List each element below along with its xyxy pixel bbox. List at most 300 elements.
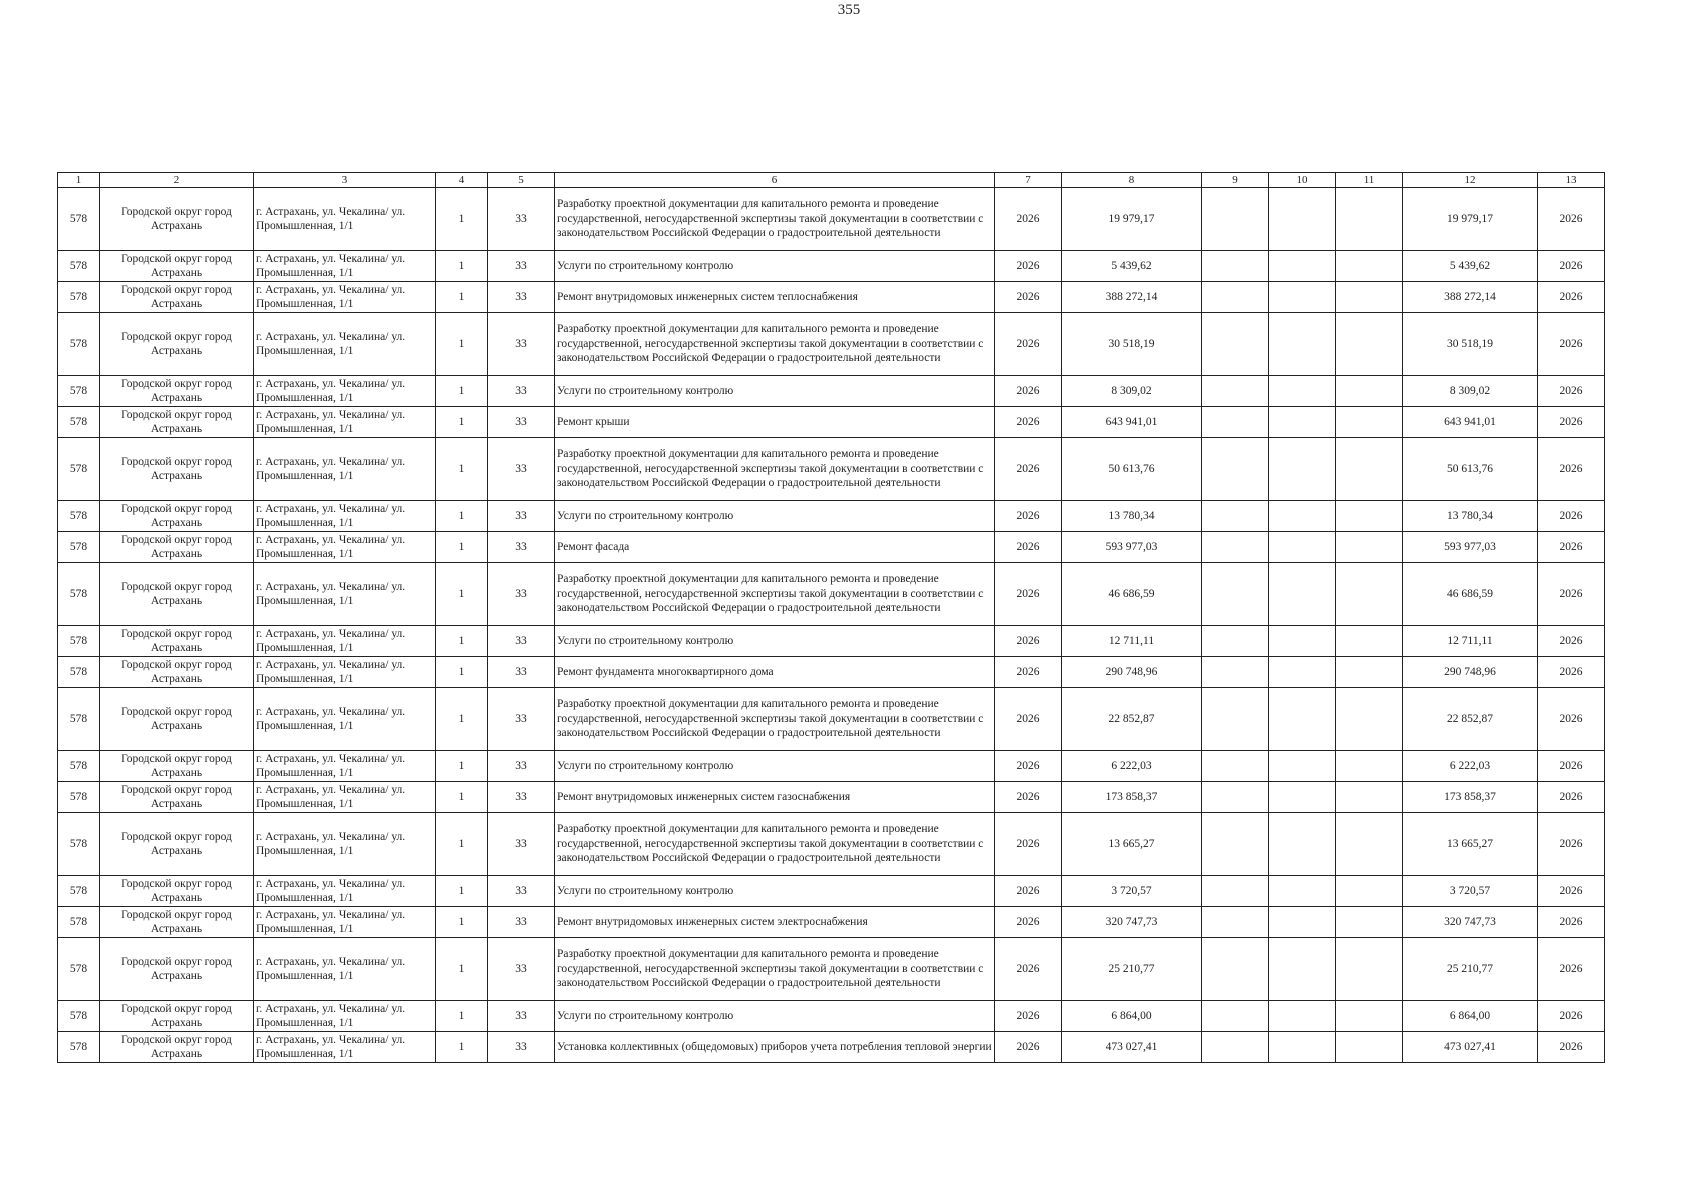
cell-col5: 33 [488, 907, 555, 938]
cell-col4: 1 [436, 251, 488, 282]
cell-cost: 388 272,14 [1062, 282, 1202, 313]
cell-municipality: Городской округ город Астрахань [100, 688, 254, 751]
cell-col4: 1 [436, 938, 488, 1001]
page-number: 355 [837, 2, 861, 18]
cell-col11 [1336, 1001, 1403, 1032]
cell-col10 [1269, 813, 1336, 876]
cell-number: 578 [58, 876, 100, 907]
cell-col10 [1269, 626, 1336, 657]
table-row [58, 813, 1605, 876]
cell-col11 [1336, 688, 1403, 751]
cell-work-description: Разработку проектной документации для капитального ремонта и проведение государственной, негосударственной экспертизы такой документации в соответствии с законодательством Российской Федерации о градостроительной деятельности [555, 438, 995, 501]
cell-address: г. Астрахань, ул. Чекалина/ ул. Промышленная, 1/1 [254, 688, 436, 751]
cell-total-cost: 13 780,34 [1403, 501, 1538, 532]
cell-year: 2026 [995, 626, 1062, 657]
cell-col9 [1202, 407, 1269, 438]
cell-cost: 19 979,17 [1062, 188, 1202, 251]
cell-work-description: Разработку проектной документации для капитального ремонта и проведение государственной, негосударственной экспертизы такой документации в соответствии с законодательством Российской Федерации о градостроительной деятельности [555, 688, 995, 751]
cell-col9 [1202, 751, 1269, 782]
cell-municipality: Городской округ город Астрахань [100, 938, 254, 1001]
cell-col10 [1269, 188, 1336, 251]
cell-end-year: 2026 [1538, 626, 1605, 657]
cell-col5: 33 [488, 282, 555, 313]
cell-address: г. Астрахань, ул. Чекалина/ ул. Промышленная, 1/1 [254, 1001, 436, 1032]
cell-year: 2026 [995, 532, 1062, 563]
cell-col5: 33 [488, 688, 555, 751]
cell-total-cost: 173 858,37 [1403, 782, 1538, 813]
cell-col11 [1336, 626, 1403, 657]
cell-col5: 33 [488, 532, 555, 563]
table-row [58, 376, 1605, 407]
cell-municipality: Городской округ город Астрахань [100, 876, 254, 907]
cell-total-cost: 320 747,73 [1403, 907, 1538, 938]
cell-end-year: 2026 [1538, 532, 1605, 563]
cell-col10 [1269, 407, 1336, 438]
cell-address: г. Астрахань, ул. Чекалина/ ул. Промышленная, 1/1 [254, 657, 436, 688]
cell-total-cost: 593 977,03 [1403, 532, 1538, 563]
cell-col9 [1202, 532, 1269, 563]
cell-year: 2026 [995, 563, 1062, 626]
cell-col9 [1202, 376, 1269, 407]
cell-col5: 33 [488, 751, 555, 782]
cell-total-cost: 22 852,87 [1403, 688, 1538, 751]
cell-municipality: Городской округ город Астрахань [100, 282, 254, 313]
cell-col9 [1202, 626, 1269, 657]
cell-col4: 1 [436, 501, 488, 532]
cell-total-cost: 25 210,77 [1403, 938, 1538, 1001]
cell-end-year: 2026 [1538, 501, 1605, 532]
column-header: 3 [254, 173, 436, 188]
cell-col9 [1202, 1001, 1269, 1032]
cell-municipality: Городской округ город Астрахань [100, 751, 254, 782]
cell-col11 [1336, 251, 1403, 282]
cell-end-year: 2026 [1538, 282, 1605, 313]
cell-address: г. Астрахань, ул. Чекалина/ ул. Промышленная, 1/1 [254, 782, 436, 813]
cell-work-description: Разработку проектной документации для капитального ремонта и проведение государственной, негосударственной экспертизы такой документации в соответствии с законодательством Российской Федерации о градостроительной деятельности [555, 563, 995, 626]
cell-col4: 1 [436, 313, 488, 376]
cell-total-cost: 30 518,19 [1403, 313, 1538, 376]
column-header: 13 [1538, 173, 1605, 188]
table-row [58, 751, 1605, 782]
cell-cost: 173 858,37 [1062, 782, 1202, 813]
cell-col4: 1 [436, 188, 488, 251]
cell-work-description: Услуги по строительному контролю [555, 501, 995, 532]
cell-col9 [1202, 563, 1269, 626]
cell-number: 578 [58, 626, 100, 657]
cell-col10 [1269, 313, 1336, 376]
cell-end-year: 2026 [1538, 188, 1605, 251]
cell-municipality: Городской округ город Астрахань [100, 532, 254, 563]
cell-number: 578 [58, 282, 100, 313]
cell-col10 [1269, 876, 1336, 907]
header-row [58, 173, 1605, 188]
cell-work-description: Разработку проектной документации для капитального ремонта и проведение государственной, негосударственной экспертизы такой документации в соответствии с законодательством Российской Федерации о градостроительной деятельности [555, 813, 995, 876]
cell-work-description: Ремонт фасада [555, 532, 995, 563]
cell-number: 578 [58, 1001, 100, 1032]
cell-year: 2026 [995, 1032, 1062, 1063]
cell-year: 2026 [995, 313, 1062, 376]
cell-col5: 33 [488, 563, 555, 626]
cell-col11 [1336, 657, 1403, 688]
cell-end-year: 2026 [1538, 438, 1605, 501]
cell-col5: 33 [488, 501, 555, 532]
table-row [58, 501, 1605, 532]
cell-municipality: Городской округ город Астрахань [100, 782, 254, 813]
cell-year: 2026 [995, 938, 1062, 1001]
cell-col4: 1 [436, 282, 488, 313]
cell-col11 [1336, 813, 1403, 876]
cell-total-cost: 19 979,17 [1403, 188, 1538, 251]
cell-col11 [1336, 407, 1403, 438]
cell-work-description: Услуги по строительному контролю [555, 626, 995, 657]
cell-number: 578 [58, 782, 100, 813]
table-row [58, 407, 1605, 438]
cell-col5: 33 [488, 626, 555, 657]
cell-end-year: 2026 [1538, 313, 1605, 376]
cell-col9 [1202, 313, 1269, 376]
cell-work-description: Услуги по строительному контролю [555, 751, 995, 782]
cell-col11 [1336, 438, 1403, 501]
cell-year: 2026 [995, 813, 1062, 876]
cell-total-cost: 5 439,62 [1403, 251, 1538, 282]
cell-col10 [1269, 907, 1336, 938]
column-header: 4 [436, 173, 488, 188]
cell-year: 2026 [995, 438, 1062, 501]
table-row [58, 438, 1605, 501]
cell-work-description: Разработку проектной документации для капитального ремонта и проведение государственной, негосударственной экспертизы такой документации в соответствии с законодательством Российской Федерации о градостроительной деятельности [555, 188, 995, 251]
cell-col4: 1 [436, 438, 488, 501]
table-body [58, 188, 1605, 1063]
cell-col4: 1 [436, 563, 488, 626]
cell-cost: 22 852,87 [1062, 688, 1202, 751]
table-row [58, 907, 1605, 938]
cell-number: 578 [58, 313, 100, 376]
cell-work-description: Ремонт фундамента многоквартирного дома [555, 657, 995, 688]
cell-col5: 33 [488, 938, 555, 1001]
cell-address: г. Астрахань, ул. Чекалина/ ул. Промышленная, 1/1 [254, 751, 436, 782]
cell-number: 578 [58, 1032, 100, 1063]
cell-cost: 46 686,59 [1062, 563, 1202, 626]
cell-col4: 1 [436, 532, 488, 563]
cell-year: 2026 [995, 907, 1062, 938]
cell-col9 [1202, 188, 1269, 251]
cell-year: 2026 [995, 282, 1062, 313]
cell-cost: 30 518,19 [1062, 313, 1202, 376]
cell-end-year: 2026 [1538, 876, 1605, 907]
column-header: 7 [995, 173, 1062, 188]
cell-col4: 1 [436, 657, 488, 688]
table-row [58, 282, 1605, 313]
table-row [58, 1001, 1605, 1032]
cell-total-cost: 3 720,57 [1403, 876, 1538, 907]
cell-col9 [1202, 251, 1269, 282]
cell-municipality: Городской округ город Астрахань [100, 626, 254, 657]
cell-address: г. Астрахань, ул. Чекалина/ ул. Промышленная, 1/1 [254, 1032, 436, 1063]
cell-cost: 6 864,00 [1062, 1001, 1202, 1032]
cell-work-description: Разработку проектной документации для капитального ремонта и проведение государственной, негосударственной экспертизы такой документации в соответствии с законодательством Российской Федерации о градостроительной деятельности [555, 313, 995, 376]
cell-total-cost: 13 665,27 [1403, 813, 1538, 876]
cell-municipality: Городской округ город Астрахань [100, 813, 254, 876]
column-header: 8 [1062, 173, 1202, 188]
cell-col10 [1269, 376, 1336, 407]
cell-address: г. Астрахань, ул. Чекалина/ ул. Промышленная, 1/1 [254, 313, 436, 376]
cell-work-description: Услуги по строительному контролю [555, 1001, 995, 1032]
cell-end-year: 2026 [1538, 813, 1605, 876]
cell-col11 [1336, 563, 1403, 626]
cell-number: 578 [58, 907, 100, 938]
cell-end-year: 2026 [1538, 657, 1605, 688]
cell-col10 [1269, 938, 1336, 1001]
cell-number: 578 [58, 501, 100, 532]
cell-address: г. Астрахань, ул. Чекалина/ ул. Промышленная, 1/1 [254, 376, 436, 407]
cell-number: 578 [58, 438, 100, 501]
table-row [58, 657, 1605, 688]
cell-cost: 13 780,34 [1062, 501, 1202, 532]
cell-col10 [1269, 1001, 1336, 1032]
cell-total-cost: 290 748,96 [1403, 657, 1538, 688]
cell-total-cost: 6 864,00 [1403, 1001, 1538, 1032]
cell-col10 [1269, 657, 1336, 688]
cell-address: г. Астрахань, ул. Чекалина/ ул. Промышленная, 1/1 [254, 563, 436, 626]
cell-number: 578 [58, 532, 100, 563]
cell-number: 578 [58, 657, 100, 688]
cell-year: 2026 [995, 876, 1062, 907]
table-row [58, 313, 1605, 376]
cell-col10 [1269, 563, 1336, 626]
cell-address: г. Астрахань, ул. Чекалина/ ул. Промышленная, 1/1 [254, 282, 436, 313]
cell-col5: 33 [488, 876, 555, 907]
cell-municipality: Городской округ город Астрахань [100, 563, 254, 626]
cell-col11 [1336, 782, 1403, 813]
cell-number: 578 [58, 407, 100, 438]
cell-col10 [1269, 688, 1336, 751]
cell-col9 [1202, 1032, 1269, 1063]
table-row [58, 938, 1605, 1001]
cell-col10 [1269, 782, 1336, 813]
cell-year: 2026 [995, 501, 1062, 532]
cell-col5: 33 [488, 657, 555, 688]
cell-col5: 33 [488, 1001, 555, 1032]
column-header: 6 [555, 173, 995, 188]
cell-col9 [1202, 782, 1269, 813]
cell-col5: 33 [488, 251, 555, 282]
cell-year: 2026 [995, 251, 1062, 282]
cell-total-cost: 12 711,11 [1403, 626, 1538, 657]
cell-col11 [1336, 907, 1403, 938]
cell-total-cost: 50 613,76 [1403, 438, 1538, 501]
cell-address: г. Астрахань, ул. Чекалина/ ул. Промышленная, 1/1 [254, 188, 436, 251]
column-header: 9 [1202, 173, 1269, 188]
cell-col4: 1 [436, 376, 488, 407]
table-row [58, 688, 1605, 751]
table-row [58, 251, 1605, 282]
cell-total-cost: 46 686,59 [1403, 563, 1538, 626]
cell-municipality: Городской округ город Астрахань [100, 407, 254, 438]
cell-municipality: Городской округ город Астрахань [100, 251, 254, 282]
cell-cost: 50 613,76 [1062, 438, 1202, 501]
column-header: 10 [1269, 173, 1336, 188]
cell-col4: 1 [436, 813, 488, 876]
cell-col5: 33 [488, 782, 555, 813]
cell-year: 2026 [995, 688, 1062, 751]
cell-total-cost: 643 941,01 [1403, 407, 1538, 438]
table-row [58, 876, 1605, 907]
cell-year: 2026 [995, 751, 1062, 782]
cell-work-description: Ремонт внутридомовых инженерных систем газоснабжения [555, 782, 995, 813]
table-row [58, 626, 1605, 657]
cell-cost: 13 665,27 [1062, 813, 1202, 876]
cell-col9 [1202, 907, 1269, 938]
cell-municipality: Городской округ город Астрахань [100, 313, 254, 376]
cell-col9 [1202, 501, 1269, 532]
cell-col4: 1 [436, 1001, 488, 1032]
cell-municipality: Городской округ город Астрахань [100, 1032, 254, 1063]
cell-col9 [1202, 688, 1269, 751]
cell-year: 2026 [995, 1001, 1062, 1032]
cell-col11 [1336, 501, 1403, 532]
cell-col4: 1 [436, 688, 488, 751]
cell-work-description: Ремонт крыши [555, 407, 995, 438]
cell-total-cost: 6 222,03 [1403, 751, 1538, 782]
cell-col4: 1 [436, 907, 488, 938]
cell-col9 [1202, 876, 1269, 907]
column-header: 2 [100, 173, 254, 188]
cell-col10 [1269, 501, 1336, 532]
cell-col4: 1 [436, 782, 488, 813]
cell-municipality: Городской округ город Астрахань [100, 907, 254, 938]
cell-address: г. Астрахань, ул. Чекалина/ ул. Промышленная, 1/1 [254, 438, 436, 501]
cell-year: 2026 [995, 407, 1062, 438]
table-row [58, 563, 1605, 626]
cell-col4: 1 [436, 407, 488, 438]
cell-col9 [1202, 438, 1269, 501]
cell-municipality: Городской округ город Астрахань [100, 657, 254, 688]
cell-address: г. Астрахань, ул. Чекалина/ ул. Промышленная, 1/1 [254, 938, 436, 1001]
cell-cost: 290 748,96 [1062, 657, 1202, 688]
column-header: 5 [488, 173, 555, 188]
cell-end-year: 2026 [1538, 563, 1605, 626]
cell-col11 [1336, 282, 1403, 313]
registry-table [57, 172, 1605, 1063]
cell-end-year: 2026 [1538, 782, 1605, 813]
cell-number: 578 [58, 251, 100, 282]
cell-address: г. Астрахань, ул. Чекалина/ ул. Промышленная, 1/1 [254, 251, 436, 282]
cell-col10 [1269, 751, 1336, 782]
cell-end-year: 2026 [1538, 938, 1605, 1001]
cell-cost: 3 720,57 [1062, 876, 1202, 907]
cell-number: 578 [58, 751, 100, 782]
cell-cost: 320 747,73 [1062, 907, 1202, 938]
cell-col4: 1 [436, 876, 488, 907]
cell-number: 578 [58, 563, 100, 626]
cell-number: 578 [58, 376, 100, 407]
cell-end-year: 2026 [1538, 407, 1605, 438]
cell-col5: 33 [488, 1032, 555, 1063]
cell-cost: 8 309,02 [1062, 376, 1202, 407]
cell-col5: 33 [488, 188, 555, 251]
cell-cost: 25 210,77 [1062, 938, 1202, 1001]
cell-col11 [1336, 313, 1403, 376]
cell-address: г. Астрахань, ул. Чекалина/ ул. Промышленная, 1/1 [254, 626, 436, 657]
cell-col10 [1269, 1032, 1336, 1063]
cell-number: 578 [58, 813, 100, 876]
cell-col9 [1202, 282, 1269, 313]
cell-cost: 5 439,62 [1062, 251, 1202, 282]
cell-year: 2026 [995, 782, 1062, 813]
cell-work-description: Ремонт внутридомовых инженерных систем электроснабжения [555, 907, 995, 938]
cell-col4: 1 [436, 1032, 488, 1063]
cell-col9 [1202, 657, 1269, 688]
cell-number: 578 [58, 188, 100, 251]
cell-end-year: 2026 [1538, 751, 1605, 782]
cell-end-year: 2026 [1538, 907, 1605, 938]
cell-work-description: Услуги по строительному контролю [555, 376, 995, 407]
cell-col11 [1336, 751, 1403, 782]
cell-cost: 643 941,01 [1062, 407, 1202, 438]
cell-municipality: Городской округ город Астрахань [100, 188, 254, 251]
cell-cost: 593 977,03 [1062, 532, 1202, 563]
cell-cost: 6 222,03 [1062, 751, 1202, 782]
cell-address: г. Астрахань, ул. Чекалина/ ул. Промышленная, 1/1 [254, 876, 436, 907]
cell-col11 [1336, 1032, 1403, 1063]
cell-col10 [1269, 438, 1336, 501]
cell-municipality: Городской округ город Астрахань [100, 438, 254, 501]
cell-address: г. Астрахань, ул. Чекалина/ ул. Промышленная, 1/1 [254, 532, 436, 563]
cell-municipality: Городской округ город Астрахань [100, 376, 254, 407]
cell-number: 578 [58, 688, 100, 751]
cell-col5: 33 [488, 438, 555, 501]
cell-col4: 1 [436, 751, 488, 782]
cell-address: г. Астрахань, ул. Чекалина/ ул. Промышленная, 1/1 [254, 813, 436, 876]
cell-col5: 33 [488, 407, 555, 438]
cell-work-description: Услуги по строительному контролю [555, 251, 995, 282]
cell-work-description: Разработку проектной документации для капитального ремонта и проведение государственной, негосударственной экспертизы такой документации в соответствии с законодательством Российской Федерации о градостроительной деятельности [555, 938, 995, 1001]
cell-year: 2026 [995, 657, 1062, 688]
cell-work-description: Установка коллективных (общедомовых) приборов учета потребления тепловой энергии [555, 1032, 995, 1063]
cell-municipality: Городской округ город Астрахань [100, 1001, 254, 1032]
cell-col9 [1202, 813, 1269, 876]
table-row [58, 782, 1605, 813]
cell-col5: 33 [488, 313, 555, 376]
column-header: 12 [1403, 173, 1538, 188]
cell-address: г. Астрахань, ул. Чекалина/ ул. Промышленная, 1/1 [254, 407, 436, 438]
cell-total-cost: 473 027,41 [1403, 1032, 1538, 1063]
cell-col10 [1269, 251, 1336, 282]
cell-col10 [1269, 532, 1336, 563]
cell-address: г. Астрахань, ул. Чекалина/ ул. Промышленная, 1/1 [254, 501, 436, 532]
cell-col11 [1336, 532, 1403, 563]
cell-total-cost: 8 309,02 [1403, 376, 1538, 407]
cell-year: 2026 [995, 376, 1062, 407]
cell-municipality: Городской округ город Астрахань [100, 501, 254, 532]
cell-col11 [1336, 938, 1403, 1001]
cell-end-year: 2026 [1538, 251, 1605, 282]
cell-col5: 33 [488, 813, 555, 876]
cell-col4: 1 [436, 626, 488, 657]
cell-end-year: 2026 [1538, 376, 1605, 407]
cell-number: 578 [58, 938, 100, 1001]
cell-total-cost: 388 272,14 [1403, 282, 1538, 313]
cell-cost: 473 027,41 [1062, 1032, 1202, 1063]
cell-col11 [1336, 188, 1403, 251]
cell-address: г. Астрахань, ул. Чекалина/ ул. Промышленная, 1/1 [254, 907, 436, 938]
cell-end-year: 2026 [1538, 688, 1605, 751]
cell-end-year: 2026 [1538, 1001, 1605, 1032]
cell-col10 [1269, 282, 1336, 313]
cell-cost: 12 711,11 [1062, 626, 1202, 657]
cell-work-description: Услуги по строительному контролю [555, 876, 995, 907]
column-header: 11 [1336, 173, 1403, 188]
